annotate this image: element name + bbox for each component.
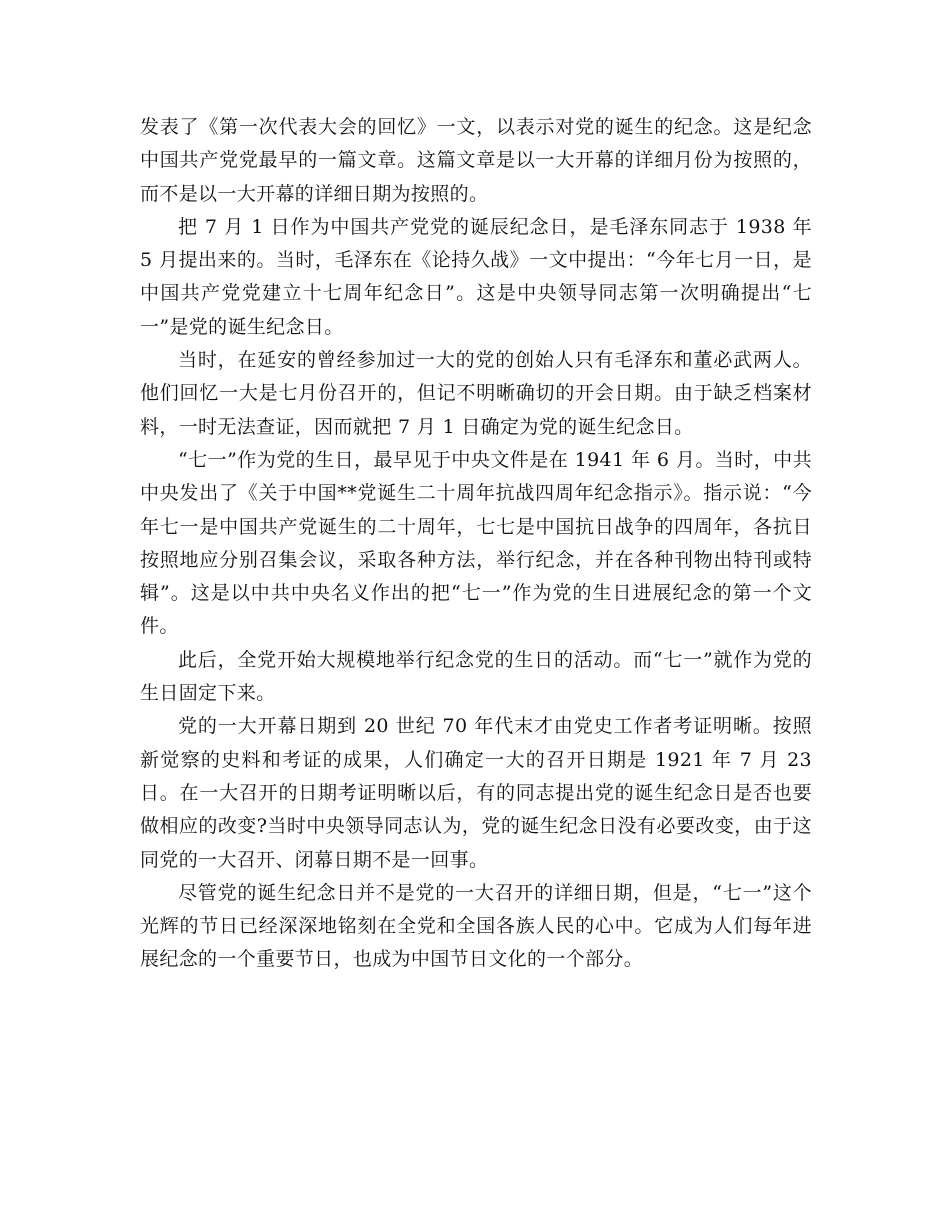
paragraph: 尽管党的诞生纪念日并不是党的一大召开的详细日期，但是，“七一”这个光辉的节日已经深深地铭刻在全党和全国各族人民的心中。它成为人们每年进展纪念的一个重要节日，也成为中国节日文化的一个部分。 (140, 881, 812, 971)
paragraph: 把 7 月 1 日作为中国共产党党的诞辰纪念日，是毛泽东同志于 1938 年 5 月提出来的。当时，毛泽东在《论持久战》一文中提出：“今年七月一日，是中国共产党党建立十七周年纪念日”。这是中央领导同志第一次明确提出“七一”是党的诞生纪念日。 (140, 215, 812, 338)
paragraph: “七一”作为党的生日，最早见于中央文件是在 1941 年 6 月。当时，中共中央发出了《关于中国**党诞生二十周年抗战四周年纪念指示》。指示说：“今年七一是中国共产党诞生的二十周年，七七是中国抗日战争的四周年，各抗日按照地应分别召集会议，采取各种方法，举行纪念，并在各种刊物出特刊或特辑”。这是以中共中央名义作出的把“七一”作为党的生日进展纪念的第一个文件。 (140, 448, 812, 638)
paragraph: 当时，在延安的曾经参加过一大的党的创始人只有毛泽东和董必武两人。他们回忆一大是七月份召开的，但记不明晰确切的开会日期。由于缺乏档案材料，一时无法查证，因而就把 7 月 1 日确定为党的诞生纪念日。 (140, 349, 812, 438)
paragraph: 此后，全党开始大规模地举行纪念党的生日的活动。而“七一”就作为党的生日固定下来。 (140, 648, 812, 705)
paragraph-continued: 发表了《第一次代表大会的回忆》一文，以表示对党的诞生的纪念。这是纪念中国共产党党最早的一篇文章。这篇文章是以一大开幕的详细月份为按照的，而不是以一大开幕的详细日期为按照的。 (140, 116, 812, 205)
paragraph: 党的一大开幕日期到 20 世纪 70 年代末才由党史工作者考证明晰。按照新觉察的史料和考证的成果，人们确定一大的召开日期是 1921 年 7 月 23 日。在一大召开的日期考证明晰以后，有的同志提出党的诞生纪念日是否也要做相应的改变?当时中央领导同志认为，党的诞生纪念日没有必要改变，由于这同党的一大召开、闭幕日期不是一回事。 (140, 715, 812, 871)
document-body (140, 111, 812, 977)
